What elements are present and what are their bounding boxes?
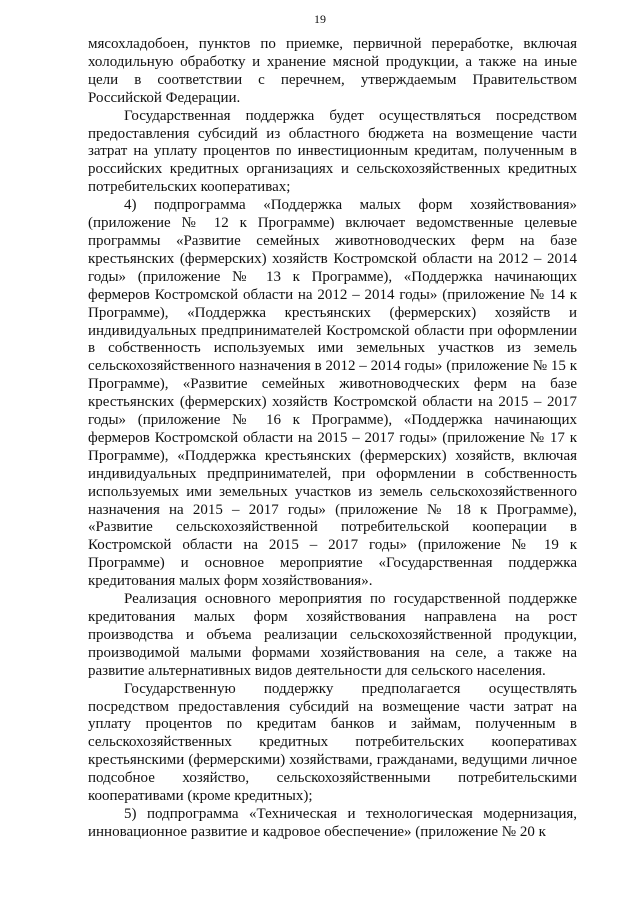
paragraph-6: 5) подпрограмма «Техническая и технологическая модернизация, инновационное развитие и кадровое обеспечение» (приложение № 20 к [88, 805, 577, 840]
paragraph-2: Государственная поддержка будет осуществляться посредством предоставления субсидий из областного бюджета на возмещение части затрат на уплату процентов по инвестиционным кредитам, полученным в российских кредитных организациях и сельскохозяйственных кредитных потребительских кооперативах; [88, 107, 577, 196]
page-number: 19 [314, 12, 326, 26]
paragraph-3: 4) подпрограмма «Поддержка малых форм хозяйствования» (приложение № 12 к Программе) включает ведомственные целевые программы «Развитие семейных животноводческих ферм на базе крестьянских (фермерских) хозяйств Костромской области на 2012 – 2014 годы» (приложение № 13 к Программе), «Поддержка начинающих фермеров Костромской области на 2012 – 2014 годы» (приложение № 14 к Программе), «Поддержка крестьянских (фермерских) хозяйств и индивидуальных предпринимателей Костромской области при оформлении в собственность используемых ими земельных участков из земель сельскохозяйственного назначения в 2012 – 2014 годы» (приложение № 15 к Программе), «Развитие семейных животноводческих ферм на базе крестьянских (фермерских) хозяйств Костромской области на 2015 – 2017 годы» (приложение № 16 к Программе), «Поддержка начинающих фермеров Костромской области на 2015 – 2017 годы» (приложение № 17 к Программе), «Поддержка крестьянских (фермерских) хозяйств, включая индивидуальных предпринимателей, при оформлении в собственность используемых ими земельных участков из земель сельскохозяйственного назначения на 2015 – 2017 годы» (приложение № 18 к Программе), «Развитие сельскохозяйственной потребительской кооперации в Костромской области на 2015 – 2017 годы» (приложение № 19 к Программе) и основное мероприятие «Государственная поддержка кредитования малых форм хозяйствования». [88, 197, 577, 590]
paragraph-5: Государственную поддержку предполагается осуществлять посредством предоставления субсидий на возмещение части затрат на уплату процентов по кредитам банков и займам, полученным в сельскохозяйственных кредитных потребительских кооперативах крестьянскими (фермерскими) хозяйствами, гражданами, ведущими личное подсобное хозяйство, сельскохозяйственными потребительскими кооперативами (кроме кредитных); [88, 680, 577, 805]
paragraph-4: Реализация основного мероприятия по государственной поддержке кредитования малых форм хозяйствования направлена на рост производства и объема реализации сельскохозяйственной продукции, производимой малыми формами хозяйствования на селе, а также на развитие альтернативных видов деятельности для сельского населения. [88, 591, 577, 679]
paragraph-1: мясохладобоен, пунктов по приемке, первичной переработке, включая холодильную обработку и хранение мясной продукции, а также на иные цели в соответствии с перечнем, утверждаемым Правительством Российской Федерации. [88, 36, 577, 106]
document-body [88, 36, 577, 842]
